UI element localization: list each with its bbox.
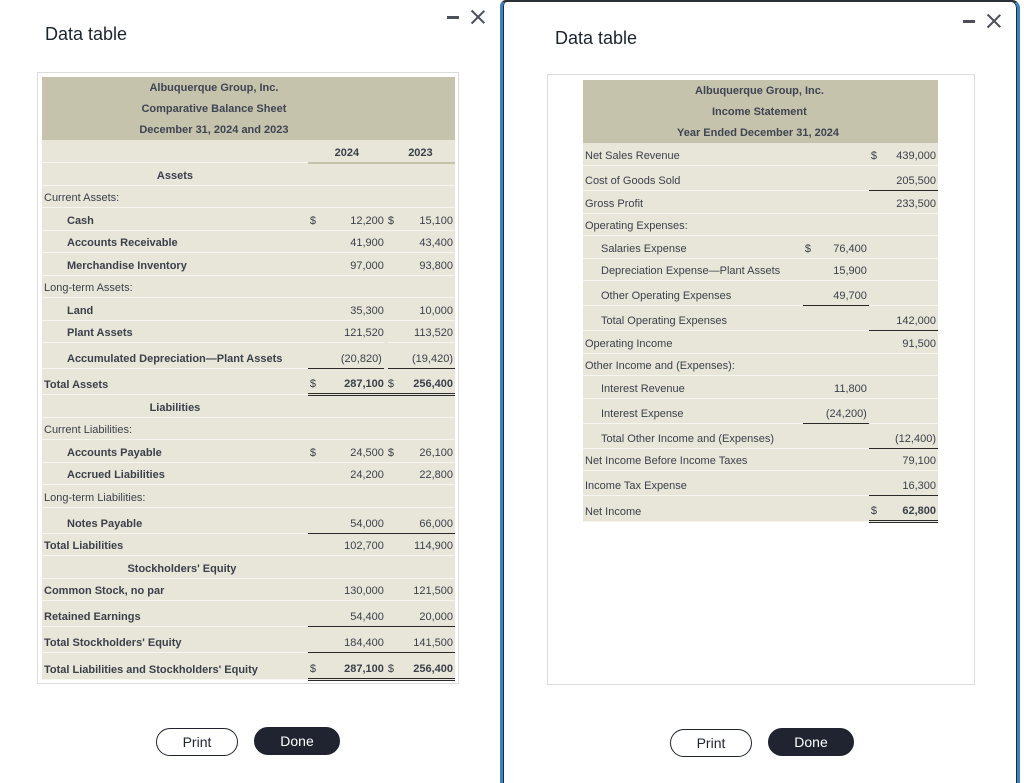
value: 439,000 xyxy=(879,143,938,166)
statement-period: December 31, 2024 and 2023 xyxy=(42,119,386,140)
currency-symbol: $ xyxy=(803,236,817,259)
value: 62,800 xyxy=(879,496,938,522)
row-label: Total Assets xyxy=(42,369,308,395)
row-label: Merchandise Inventory xyxy=(42,253,308,276)
inner-value: 76,400 xyxy=(817,236,869,259)
table-row xyxy=(583,423,938,448)
print-button[interactable]: Print xyxy=(156,728,238,756)
statement-name: Comparative Balance Sheet xyxy=(42,98,386,119)
row-label: Accounts Payable xyxy=(42,440,308,463)
statement-name: Income Statement xyxy=(583,101,938,122)
table-row xyxy=(583,306,938,331)
year-header-2023: 2023 xyxy=(386,140,455,163)
value-2023: 66,000 xyxy=(396,507,455,533)
print-button[interactable]: Print xyxy=(670,729,752,757)
table-row xyxy=(583,166,938,191)
currency-symbol: $ xyxy=(386,440,396,463)
statement-period: Year Ended December 31, 2024 xyxy=(583,122,938,143)
currency-symbol: $ xyxy=(386,208,396,231)
value-2024: 24,500 xyxy=(322,440,386,463)
value: 142,000 xyxy=(879,306,938,331)
row-label: Net Income Before Income Taxes xyxy=(583,448,803,471)
table-row xyxy=(42,208,455,231)
inner-value: 11,800 xyxy=(817,376,869,399)
income-statement-dialog xyxy=(500,0,1020,783)
table-row xyxy=(583,331,938,354)
table-row xyxy=(583,191,938,214)
currency-symbol: $ xyxy=(386,369,396,395)
table-row xyxy=(583,236,938,259)
value-2024: 12,200 xyxy=(322,208,386,231)
table-row xyxy=(583,398,938,423)
close-icon[interactable] xyxy=(471,10,485,24)
table-row xyxy=(42,507,455,533)
value: 233,500 xyxy=(879,191,938,214)
value-2024: 97,000 xyxy=(322,253,386,276)
value-2024: 184,400 xyxy=(322,627,386,653)
row-label: Accounts Receivable xyxy=(42,230,308,253)
dialog-title: Data table xyxy=(45,24,128,44)
table-row xyxy=(42,462,455,485)
table-row xyxy=(42,653,455,680)
table-row xyxy=(42,533,455,556)
value-2024: 130,000 xyxy=(322,578,386,601)
inner-value: 15,900 xyxy=(817,258,869,281)
row-label: Gross Profit xyxy=(583,191,803,214)
balance-sheet-dialog xyxy=(0,0,500,783)
row-label: Total Stockholders' Equity xyxy=(42,627,308,653)
value-2024: 24,200 xyxy=(322,462,386,485)
table-row xyxy=(42,578,455,601)
value-2023: 114,900 xyxy=(396,533,455,556)
window-controls xyxy=(963,14,1001,28)
value-2023: 93,800 xyxy=(396,253,455,276)
table-row xyxy=(583,281,938,306)
table-row xyxy=(583,448,938,471)
table-row xyxy=(583,471,938,496)
value-2023: 43,400 xyxy=(396,230,455,253)
inner-value: 49,700 xyxy=(817,281,869,306)
value-2024: 41,900 xyxy=(322,230,386,253)
income-statement-table xyxy=(583,80,938,523)
section-stockholders-equity: Stockholders' Equity xyxy=(42,556,322,579)
row-label: Depreciation Expense—Plant Assets xyxy=(583,258,803,281)
value-2023: 26,100 xyxy=(396,440,455,463)
row-label: Interest Revenue xyxy=(583,376,803,399)
close-icon[interactable] xyxy=(987,14,1001,28)
row-label: Total Operating Expenses xyxy=(583,306,803,331)
value-2023: 20,000 xyxy=(396,601,455,627)
value: 91,500 xyxy=(879,331,938,354)
dialog-title: Data table xyxy=(555,28,638,48)
currency-symbol: $ xyxy=(869,496,879,522)
row-label: Salaries Expense xyxy=(583,236,803,259)
value-2023: 113,520 xyxy=(396,320,455,343)
table-row xyxy=(42,230,455,253)
row-label: Net Income xyxy=(583,496,803,522)
value-2024: 121,520 xyxy=(322,320,386,343)
value-2024: 54,400 xyxy=(322,601,386,627)
table-row xyxy=(42,320,455,343)
subsection-long-term-liabilities: Long-term Liabilities: xyxy=(42,485,308,508)
value-2023: 141,500 xyxy=(396,627,455,653)
currency-symbol: $ xyxy=(869,143,879,166)
balance-sheet-frame xyxy=(37,72,459,684)
currency-symbol: $ xyxy=(386,653,396,680)
row-label: Income Tax Expense xyxy=(583,471,803,496)
table-row xyxy=(583,258,938,281)
value: 79,100 xyxy=(879,448,938,471)
value-2024: (20,820) xyxy=(322,343,386,369)
row-label: Common Stock, no par xyxy=(42,578,308,601)
row-label: Accrued Liabilities xyxy=(42,462,308,485)
table-row xyxy=(42,601,455,627)
subsection-current-assets: Current Assets: xyxy=(42,185,308,208)
row-label: Operating Expenses: xyxy=(583,213,803,236)
inner-value: (24,200) xyxy=(817,398,869,423)
table-row xyxy=(583,376,938,399)
row-label: Operating Income xyxy=(583,331,803,354)
row-label: Notes Payable xyxy=(42,507,308,533)
company-name: Albuquerque Group, Inc. xyxy=(42,77,386,98)
done-button[interactable]: Done xyxy=(768,728,854,756)
window-controls xyxy=(447,10,485,24)
row-label: Accumulated Depreciation—Plant Assets xyxy=(42,343,308,369)
value-2023: 10,000 xyxy=(396,298,455,321)
subsection-long-term-assets: Long-term Assets: xyxy=(42,275,308,298)
value-2023: (19,420) xyxy=(396,343,455,369)
balance-sheet-table xyxy=(42,77,455,681)
value: 16,300 xyxy=(879,471,938,496)
company-name: Albuquerque Group, Inc. xyxy=(583,80,938,101)
currency-symbol: $ xyxy=(308,208,322,231)
row-label: Other Income and (Expenses): xyxy=(583,353,803,376)
value-2023: 22,800 xyxy=(396,462,455,485)
row-label: Total Other Income and (Expenses) xyxy=(583,423,803,448)
value-2024: 54,000 xyxy=(322,507,386,533)
value-2023: 256,400 xyxy=(396,653,455,680)
year-header-2024: 2024 xyxy=(308,140,386,163)
row-label: Total Liabilities and Stockholders' Equity xyxy=(42,653,308,680)
currency-symbol: $ xyxy=(308,440,322,463)
row-label: Net Sales Revenue xyxy=(583,143,803,166)
row-label: Total Liabilities xyxy=(42,533,308,556)
table-row xyxy=(42,369,455,395)
section-liabilities: Liabilities xyxy=(42,395,308,418)
table-row xyxy=(583,496,938,522)
value-2024: 287,100 xyxy=(322,369,386,395)
done-button[interactable]: Done xyxy=(254,727,340,755)
value-2023: 15,100 xyxy=(396,208,455,231)
value-2023: 121,500 xyxy=(396,578,455,601)
minimize-icon[interactable] xyxy=(963,20,975,23)
value-2023: 256,400 xyxy=(396,369,455,395)
value-2024: 102,700 xyxy=(322,533,386,556)
row-label: Retained Earnings xyxy=(42,601,308,627)
table-row xyxy=(42,298,455,321)
table-row xyxy=(583,143,938,166)
table-row xyxy=(42,440,455,463)
subsection-current-liabilities: Current Liabilities: xyxy=(42,417,308,440)
row-label: Plant Assets xyxy=(42,320,308,343)
row-label: Interest Expense xyxy=(583,398,803,423)
currency-symbol: $ xyxy=(308,653,322,680)
row-label: Land xyxy=(42,298,308,321)
value-2024: 287,100 xyxy=(322,653,386,680)
income-statement-frame xyxy=(547,74,975,685)
row-label: Other Operating Expenses xyxy=(583,281,803,306)
table-row xyxy=(42,343,455,369)
section-assets: Assets xyxy=(42,163,308,186)
value-2024: 35,300 xyxy=(322,298,386,321)
minimize-icon[interactable] xyxy=(447,16,459,19)
currency-symbol: $ xyxy=(308,369,322,395)
row-label: Cost of Goods Sold xyxy=(583,166,803,191)
table-row xyxy=(42,253,455,276)
table-row xyxy=(42,627,455,653)
row-label: Cash xyxy=(42,208,308,231)
value: 205,500 xyxy=(879,166,938,191)
value: (12,400) xyxy=(879,423,938,448)
